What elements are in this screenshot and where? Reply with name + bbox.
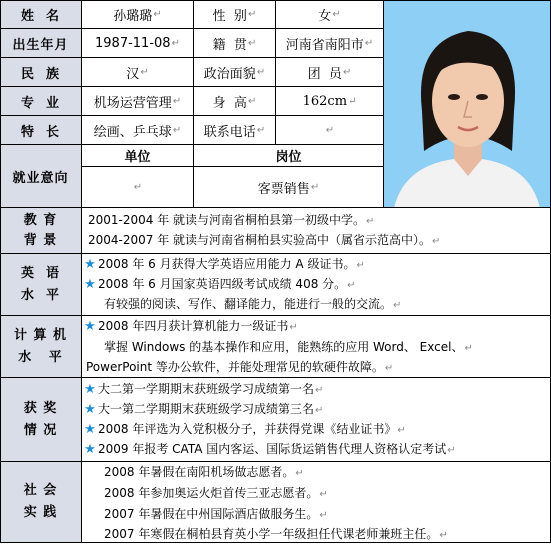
political-label: 政治面貌 ↵: [194, 58, 276, 87]
award-line-2: ★ 大一第二学期期末获班级学习成绩第三名↵: [82, 400, 323, 420]
social-line-3: 2007 年暑假在中州国际酒店做服务生。↵: [104, 507, 328, 521]
height-label: 身 高 ↵: [194, 87, 276, 116]
star-icon: ★: [84, 277, 96, 292]
intent-label: 就业意向: [0, 145, 82, 208]
native-value: 河南省南阳市 ↵: [276, 29, 384, 58]
major-label: 专 业: [0, 87, 82, 116]
position-label: 岗位: [194, 145, 384, 167]
ethnic-value: 汉 ↵: [82, 58, 194, 87]
star-icon: ★: [84, 319, 96, 334]
star-icon: ★: [84, 402, 96, 417]
star-icon: ★: [84, 257, 96, 272]
eng-line-1: ★ 2008 年 6 月获得大学英语应用能力 A 级证书。↵: [82, 255, 365, 275]
star-icon: ★: [84, 442, 96, 457]
gender-label: 性 别 ↵: [194, 0, 276, 29]
name-value: 孙璐璐 ↵: [82, 0, 194, 29]
eng-line-2: ★ 2008 年 6 月国家英语四级考试成绩 408 分。↵: [82, 275, 356, 295]
political-value: 团 员 ↵: [276, 58, 384, 87]
gender-value: 女 ↵: [276, 0, 384, 29]
social-line-1: 2008 年暑假在南阳机场做志愿者。↵: [104, 465, 304, 479]
unit-value: ↵: [82, 167, 194, 208]
comp-line-1: ★ 2008 年四月获计算机能力一级证书↵: [82, 317, 298, 337]
skill-value: 绘画、乒乓球 ↵: [82, 116, 194, 145]
eng-line-3: 有较强的阅读、写作、翻译能力，能进行一般的交流。↵: [104, 297, 402, 311]
edu-line-2: 2004-2007 年 就读与河南省桐柏县实验高中（属省示范高中）。↵: [88, 233, 441, 247]
name-label: 姓 名: [0, 0, 82, 29]
comp-line-2: 掌握 Windows 的基本操作和应用，能熟练的应用 Word、 Excel、↵: [104, 340, 473, 354]
phone-value: ↵: [276, 116, 384, 145]
skill-label: 特 长: [0, 116, 82, 145]
unit-label: 单位: [82, 145, 194, 167]
native-label: 籍 贯 ↵: [194, 29, 276, 58]
birth-label: 出生年月: [0, 29, 82, 58]
position-value: 客票销售 ↵: [194, 167, 384, 208]
comp-label: 计 算 机 水 平: [0, 316, 82, 378]
social-line-4: 2007 年寒假在桐柏县育英小学一年级担任代课老师兼班主任。↵: [104, 527, 448, 541]
ethnic-label: 民 族: [0, 58, 82, 87]
phone-label: 联系电话 ↵: [194, 116, 276, 145]
photo-frame: [384, 0, 551, 208]
major-value: 机场运营管理 ↵: [82, 87, 194, 116]
eng-label: 英 语 水 平: [0, 254, 82, 316]
award-label: 获 奖 情 况: [0, 378, 82, 462]
height-value: 162cm ↵: [276, 87, 384, 116]
award-line-1: ★ 大二第一学期期末获班级学习成绩第一名↵: [82, 380, 323, 400]
award-line-4: ★ 2009 年报考 CATA 国内客运、国际货运销售代理人资格认定考试↵: [82, 440, 456, 460]
edu-label: 教 育 背 景: [0, 208, 82, 254]
comp-line-3: PowerPoint 等办公软件，并能处理常见的软硬件故障。↵: [86, 360, 394, 374]
star-icon: ★: [84, 422, 96, 437]
social-label: 社 会 实 践: [0, 462, 82, 543]
social-line-2: 2008 年参加奥运火炬首传三亚志愿者。↵: [104, 486, 328, 500]
birth-value: 1987-11-08 ↵: [82, 29, 194, 58]
edu-line-1: 2001-2004 年 就读与河南省桐柏县第一初级中学。↵: [88, 213, 375, 227]
award-line-3: ★ 2008 年评选为入党积极分子，并获得党课《结业证书》↵: [82, 420, 406, 440]
star-icon: ★: [84, 382, 96, 397]
